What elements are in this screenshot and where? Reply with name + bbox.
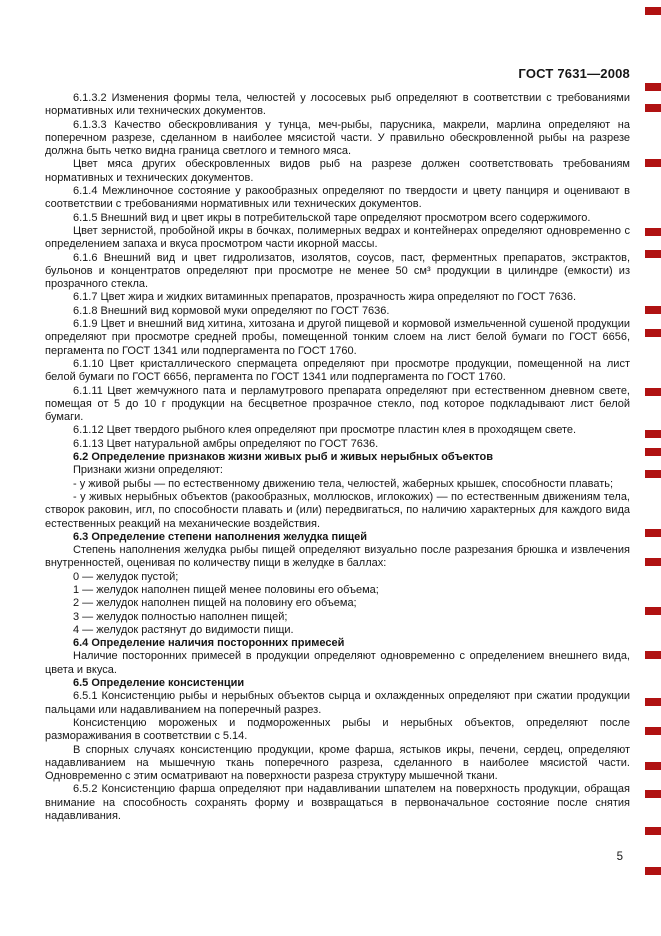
edge-mark xyxy=(645,329,661,337)
edge-mark xyxy=(645,250,661,258)
paragraph: 6.1.4 Межлиночное состояние у ракообразных определяют по твердости и цвету панциря и оценивают в соответствии с требованиями нормативных или технических документов. xyxy=(45,185,630,211)
edge-mark xyxy=(645,159,661,167)
paragraph: 2 — желудок наполнен пищей на половину его объема; xyxy=(73,597,357,610)
edge-mark xyxy=(645,306,661,314)
edge-mark xyxy=(645,529,661,537)
paragraph: 4 — желудок растянут до видимости пищи. xyxy=(73,623,294,636)
paragraph: Консистенцию мороженых и подмороженных рыбы и нерыбных объектов, определяют после размораживания в соответствии с 5.14. xyxy=(45,716,630,743)
paragraph: 6.1.5 Внешний вид и цвет икры в потребительской таре определяют просмотром всего содержимого. xyxy=(73,211,591,224)
edge-mark xyxy=(645,867,661,875)
paragraph: 6.1.13 Цвет натуральной амбры определяют по ГОСТ 7636. xyxy=(73,437,379,450)
page-number: 5 xyxy=(616,851,623,863)
paragraph: 6.1.6 Внешний вид и цвет гидролизатов, изолятов, соусов, паст, ферментных препаратов, экстрактов, бульонов и концентратов определяют при просмотре не менее 50 см³ продукции в цилиндре (емкости) из прозрачного стекла. xyxy=(45,251,630,291)
paragraph: 6.1.11 Цвет жемчужного пата и перламутрового препарата определяют при естественном дневном свете, помещая от 5 до 10 г продукции на бесцветное прозрачное стекло, под которое подкладывают лист белой бумаги. xyxy=(45,384,630,424)
paragraph: Наличие посторонних примесей в продукции определяют одновременно с определением внешнего вида, цвета и вкуса. xyxy=(45,650,630,676)
document-header: ГОСТ 7631—2008 xyxy=(518,66,630,81)
edge-mark xyxy=(645,827,661,835)
section-heading: 6.2 Определение признаков жизни живых рыб и живых нерыбных объектов xyxy=(73,451,493,464)
paragraph: 6.1.8 Внешний вид кормовой муки определяют по ГОСТ 7636. xyxy=(73,304,390,317)
paragraph: 3 — желудок полностью наполнен пищей; xyxy=(73,610,288,623)
paragraph: Цвет зернистой, пробойной икры в бочках, полимерных ведрах и контейнерах определяют одновременно с определением запаха и вкуса просмотром части икорной массы. xyxy=(45,224,630,251)
edge-mark xyxy=(645,448,661,456)
edge-mark xyxy=(645,651,661,659)
edge-mark xyxy=(645,83,661,91)
edge-mark xyxy=(645,607,661,615)
edge-mark xyxy=(645,698,661,706)
paragraph: 6.1.3.2 Изменения формы тела, челюстей у лососевых рыб определяют в соответствии с требованиями нормативных или технических документов. xyxy=(45,92,630,118)
paragraph: 6.1.3.3 Качество обескровливания у тунца, меч-рыбы, парусника, макрели, марлина определяют на поперечном разрезе, сделанном в наиболее мясистой части. У правильно обескровленной рыбы на разрезе должна быть четко видна граница светлого и темного мяса. xyxy=(45,118,630,158)
paragraph: 6.1.10 Цвет кристаллического спермацета определяют при просмотре продукции, помещенной на лист белой бумаги по ГОСТ 6656, пергамента по ГОСТ 1341 или подпергамента по ГОСТ 1760. xyxy=(45,357,630,384)
document-body xyxy=(45,92,630,823)
edge-mark xyxy=(645,228,661,236)
section-heading: 6.3 Определение степени наполнения желудка пищей xyxy=(73,530,368,543)
section-heading: 6.5 Определение консистенции xyxy=(73,677,245,690)
paragraph: 6.1.7 Цвет жира и жидких витаминных препаратов, прозрачность жира определяют по ГОСТ 7636. xyxy=(73,291,577,304)
edge-mark xyxy=(645,762,661,770)
edge-mark xyxy=(645,558,661,566)
paragraph: 6.5.2 Консистенцию фарша определяют при надавливании шпателем на поверхность продукции, обращая внимание на способность сохранять форму и возвращаться в первоначальное состояние после снятия надавливания. xyxy=(45,783,630,823)
edge-mark xyxy=(645,104,661,112)
paragraph: Степень наполнения желудка рыбы пищей определяют визуально после разрезания брюшка и извлечения внутренностей, оценивая по количеству пищи в желудке в баллах: xyxy=(45,544,630,570)
paragraph: Признаки жизни определяют: xyxy=(73,464,223,477)
paragraph: 6.1.12 Цвет твердого рыбного клея определяют при просмотре пластин клея в проходящем свете. xyxy=(73,424,577,437)
paragraph: 0 — желудок пустой; xyxy=(73,570,179,583)
edge-mark xyxy=(645,7,661,15)
paragraph: 6.1.9 Цвет и внешний вид хитина, хитозана и другой пищевой и кормовой измельченной сушеной продукции определяют при просмотре средней пробы, помещенной тонким слоем на лист белой бумаги по ГОСТ 6656, пергамента по ГОСТ 1341 или подпергамента по ГОСТ 1760. xyxy=(45,318,630,357)
edge-mark xyxy=(645,727,661,735)
paragraph: 6.5.1 Консистенцию рыбы и нерыбных объектов сырца и охлажденных определяют при сжатии продукции пальцами или надавливанием на поперечный разрез. xyxy=(45,690,630,716)
paragraph: В спорных случаях консистенцию продукции, кроме фарша, ястыков икры, печени, сердец, определяют надавливанием на мышечную ткань поперечного разреза, сделанного в наиболее мясистой части. Одновременно с этим осматривают на поверхности разреза структуру мышечной ткани. xyxy=(45,743,630,783)
paragraph: 1 — желудок наполнен пищей менее половины его объема; xyxy=(73,583,379,596)
section-heading: 6.4 Определение наличия посторонних примесей xyxy=(73,637,345,650)
paragraph: - у живой рыбы — по естественному движению тела, челюстей, жаберных крышек, способности плавать; xyxy=(73,477,614,490)
edge-mark xyxy=(645,388,661,396)
edge-mark xyxy=(645,430,661,438)
paragraph: Цвет мяса других обескровленных видов рыб на разрезе должен соответствовать требованиям нормативных и технических документов. xyxy=(45,158,630,184)
edge-mark xyxy=(645,790,661,798)
edge-mark xyxy=(645,470,661,478)
paragraph: - у живых нерыбных объектов (ракообразных, моллюсков, иглокожих) — по естественным движениям тела, створок раковин, игл, по способности плавать и (или) передвигаться, по наличию характерных для каждого вида естественных реакций на механические воздействия. xyxy=(45,490,630,530)
